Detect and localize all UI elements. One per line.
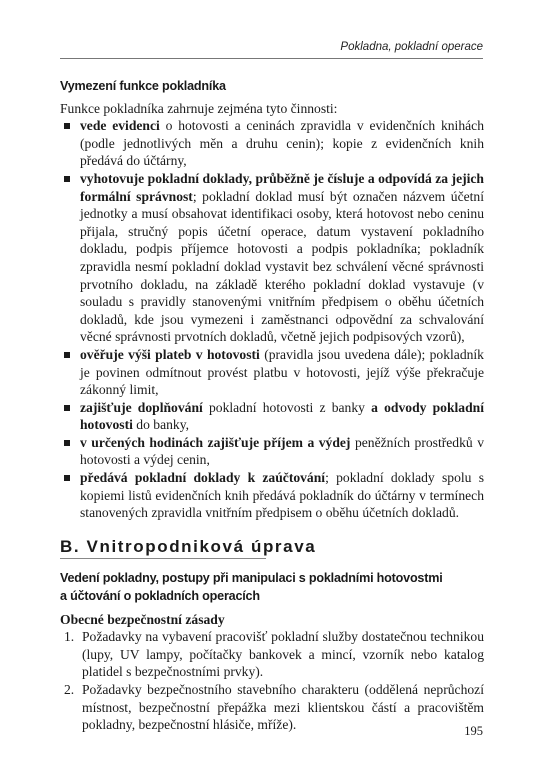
item-text: (pravidla jsou uvedena dále); pokladník je povinen odmítnout provést platbu v hotovosti, jejíž výše překračuje zákonný limit, [80, 346, 484, 398]
list-item [60, 469, 484, 522]
intro-text: Funkce pokladníka zahrnuje zejména tyto činnosti: [60, 100, 338, 116]
header-rule [60, 58, 483, 59]
duties-list [60, 117, 484, 522]
item-bold: zajišťuje doplňování [80, 399, 203, 415]
part-heading: B. Vnitropodniková úprava [60, 536, 317, 556]
bullet-icon [64, 123, 70, 129]
part-heading-rule [60, 558, 266, 559]
list-item [60, 346, 484, 399]
item-text: ; pokladní doklady spolu s kopiemi listů evidenčních knih předává pokladník do účtárny v termínech stanovených zpravidla vnitřním předpisem o oběhu účetních dokladů. [80, 470, 484, 521]
item-text: do banky, [132, 417, 190, 433]
page-content [60, 78, 484, 734]
item-bold: předává pokladní doklady k zaúčtování [80, 470, 326, 486]
numbered-item [60, 628, 484, 681]
item-number: 1. [64, 629, 75, 645]
page-number: 195 [464, 724, 483, 738]
list-item [60, 117, 484, 170]
running-head: Pokladna, pokladní operace [340, 41, 483, 53]
requirements-list [60, 628, 484, 734]
item-text: peněžních prostředků v hotovosti a výdej cenin, [80, 434, 484, 468]
item-text: Požadavky bezpečnostního stavebního charakteru (oddělená neprůchozí místnost, bezpečnostní přepážka mezi klientskou částí a pracovištěm pokladny, bezpečnostní hlásiče, mříže). [82, 682, 484, 733]
list-item [60, 434, 484, 469]
item-text: Požadavky na vybavení pracovišť pokladní služby dostatečnou technikou (lupy, UV lampy, počítačky bankovek a mincí, vzorník nebo katalog platidel s bezpečnostními prvky). [82, 629, 484, 680]
list-item [60, 399, 484, 434]
item-text: pokladní hotovosti z banky [202, 399, 372, 415]
subsection-heading-line: Vedení pokladny, postupy při manipulaci s pokladními hotovostmi [60, 571, 443, 586]
item-text: ; pokladní doklad musí být označen názvem účetní jednotky a musí obsahovat identifikaci osoby, která hotovost nebo ceninu přijala, stručný popis účetní operace, datum vystavení pokladního dokladu, podpis příjemce hotovosti a podpis pokladníka; pokladník zpravidla nesmí pokladní doklad vystavit bez schválení věcné správnosti prvotního dokladu, na základě kterého pokladní doklad vystavuje (v souladu s pravidly stanovenými vnitřním předpisem o oběhu účetních dokladů, kde jsou vymezeni i zaměstnanci odpovědní za schvalování věcné správnosti prvotních dokladů, včetně jejich podpisových vzorů), [80, 188, 484, 345]
principles-heading: Obecné bezpečnostní zásady [60, 611, 225, 627]
bullet-icon [64, 440, 70, 446]
section-heading: Vymezení funkce pokladníka [60, 79, 226, 93]
item-number: 2. [64, 682, 75, 697]
bullet-icon [64, 176, 70, 182]
item-bold: v určených hodinách zajišťuje příjem a výdej [80, 434, 351, 450]
bullet-icon [64, 405, 70, 411]
item-bold: ověřuje výši plateb v hotovosti [80, 346, 260, 362]
item-bold: vede evidenci [80, 118, 160, 134]
item-text: o hotovosti a ceninách zpravidla v evidenčních knihách (podle jednotlivých měn a druhu cenin); kopie z evidenčních knih předává do účtárny, [80, 118, 484, 169]
subsection-heading-line: a účtování o pokladních operacích [60, 589, 260, 604]
list-item [60, 170, 484, 346]
bullet-icon [64, 475, 70, 481]
bullet-icon [64, 352, 70, 358]
numbered-item [60, 681, 484, 734]
item-bold: a odvody pokladní hotovosti [80, 399, 484, 433]
subsection-heading [60, 570, 484, 605]
item-bold: vyhotovuje pokladní doklady, průběžně je čísluje a odpovídá za jejich formální správnost [80, 170, 484, 204]
